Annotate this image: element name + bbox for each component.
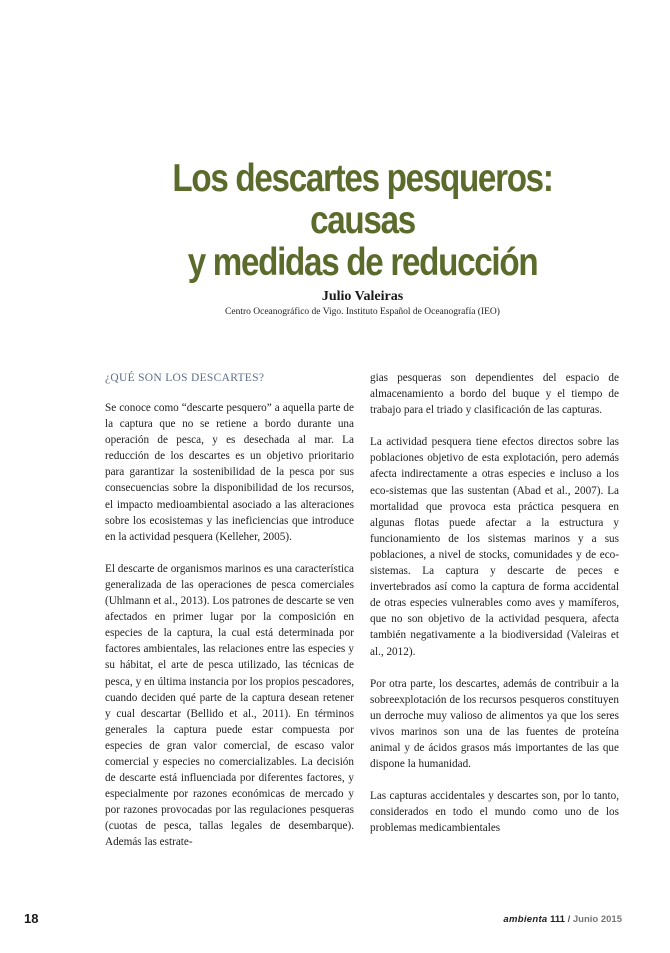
author-affiliation: Centro Oceanográfico de Vigo. Instituto Español de Oceanografía (IEO) [225,307,500,317]
left-paragraph-2: El descarte de organismos marinos es una característica generalizada de las operaciones de pesca comerciales (Uhlmann et al., 2013). Los patrones de descarte se ven afectados en primer lugar por la composición en especies de la captura, la cual está determinada por factores ambientales, las relaciones entre las especies y su hábitat, el arte de pesca utilizado, las técnicas de pesca, y en última instancia por los propios pescadores, cuando deciden qué parte de la captura desean retener y cual descartar (Bellido et al., 2011). En términos generales la captura puede estar compuesta por especies de gran valor comercial, de escaso valor comercial y especies no comercializables. La decisión de descarte está influenciada por diferentes factores, y especialmente por razones económicas de mercado y por razones provocadas por las regulaciones pesqueras (cuotas de pesca, tallas legales de desembarque). Además las estrate- [105,562,354,849]
right-column [370,370,619,852]
footer-separator: / [567,914,571,925]
right-paragraph-3: Por otra parte, los descartes, además de contribuir a la sobreexplotación de los recursos pesqueros constituyen un derroche muy valioso de alimentos ya que los seres vivos marinos son una de las fuentes de proteína animal y de ácidos grasos más importantes de las que dispone la humanidad. [370,677,619,771]
footer-issue-info [503,914,622,925]
title-line-1: Los descartes pesqueros: causas [172,157,553,242]
magazine-name: ambienta [503,914,548,925]
section-heading: ¿QUÉ SON LOS DESCARTES? [105,372,265,384]
right-paragraph-4: Las capturas accidentales y descartes son, por lo tanto, considerados en todo el mundo como uno de los problemas medicambientales [370,790,619,835]
article-title [131,158,594,284]
right-paragraph-1: gias pesqueras son dependientes del espacio de almacenamiento a bordo del buque y el tiempo de trabajo para el triado y clasificación de las capturas. [370,372,619,417]
issue-number: 111 [550,914,565,925]
title-line-2: y medidas de reducción [187,241,538,284]
issue-date: Junio 2015 [572,914,622,925]
page-number: 18 [24,911,39,926]
left-column [105,370,354,867]
author-name: Julio Valeiras [321,289,404,304]
left-paragraph-1: Se conoce como “descarte pesquero” a aquella parte de la captura que no se retiene a bordo durante una operación de pesca, y es desechada al mar. La reducción de los descartes es un objetivo prioritario para garantizar la sostenibilidad de la pesca por sus consecuencias sobre la disponibilidad de los recursos, el impacto medioambiental asociado a las alteraciones sobre los ecosistemas y las ineficiencias que introduce en la actividad pesquera (Kelleher, 2005). [105,402,354,543]
right-paragraph-2: La actividad pesquera tiene efectos directos sobre las poblaciones objetivo de esta explotación, pero además afecta indirectamente a otras especies e incluso a los eco-sistemas que las sustentan (Abad et al., 2007). La mortalidad que provoca esta práctica pesquera en algunas flotas puede afectar a la estructura y funcionamiento de los sistemas marinos y a sus poblaciones, a nivel de stocks, comunidades y de eco-sistemas. La captura y descarte de peces e invertebrados así como la captura de forma accidental de otras especies vulnerables como aves y mamíferos, que no son objetivo de la actividad pesquera, afecta también negativamente a la biodiversidad (Valeiras et al., 2012). [370,436,619,658]
